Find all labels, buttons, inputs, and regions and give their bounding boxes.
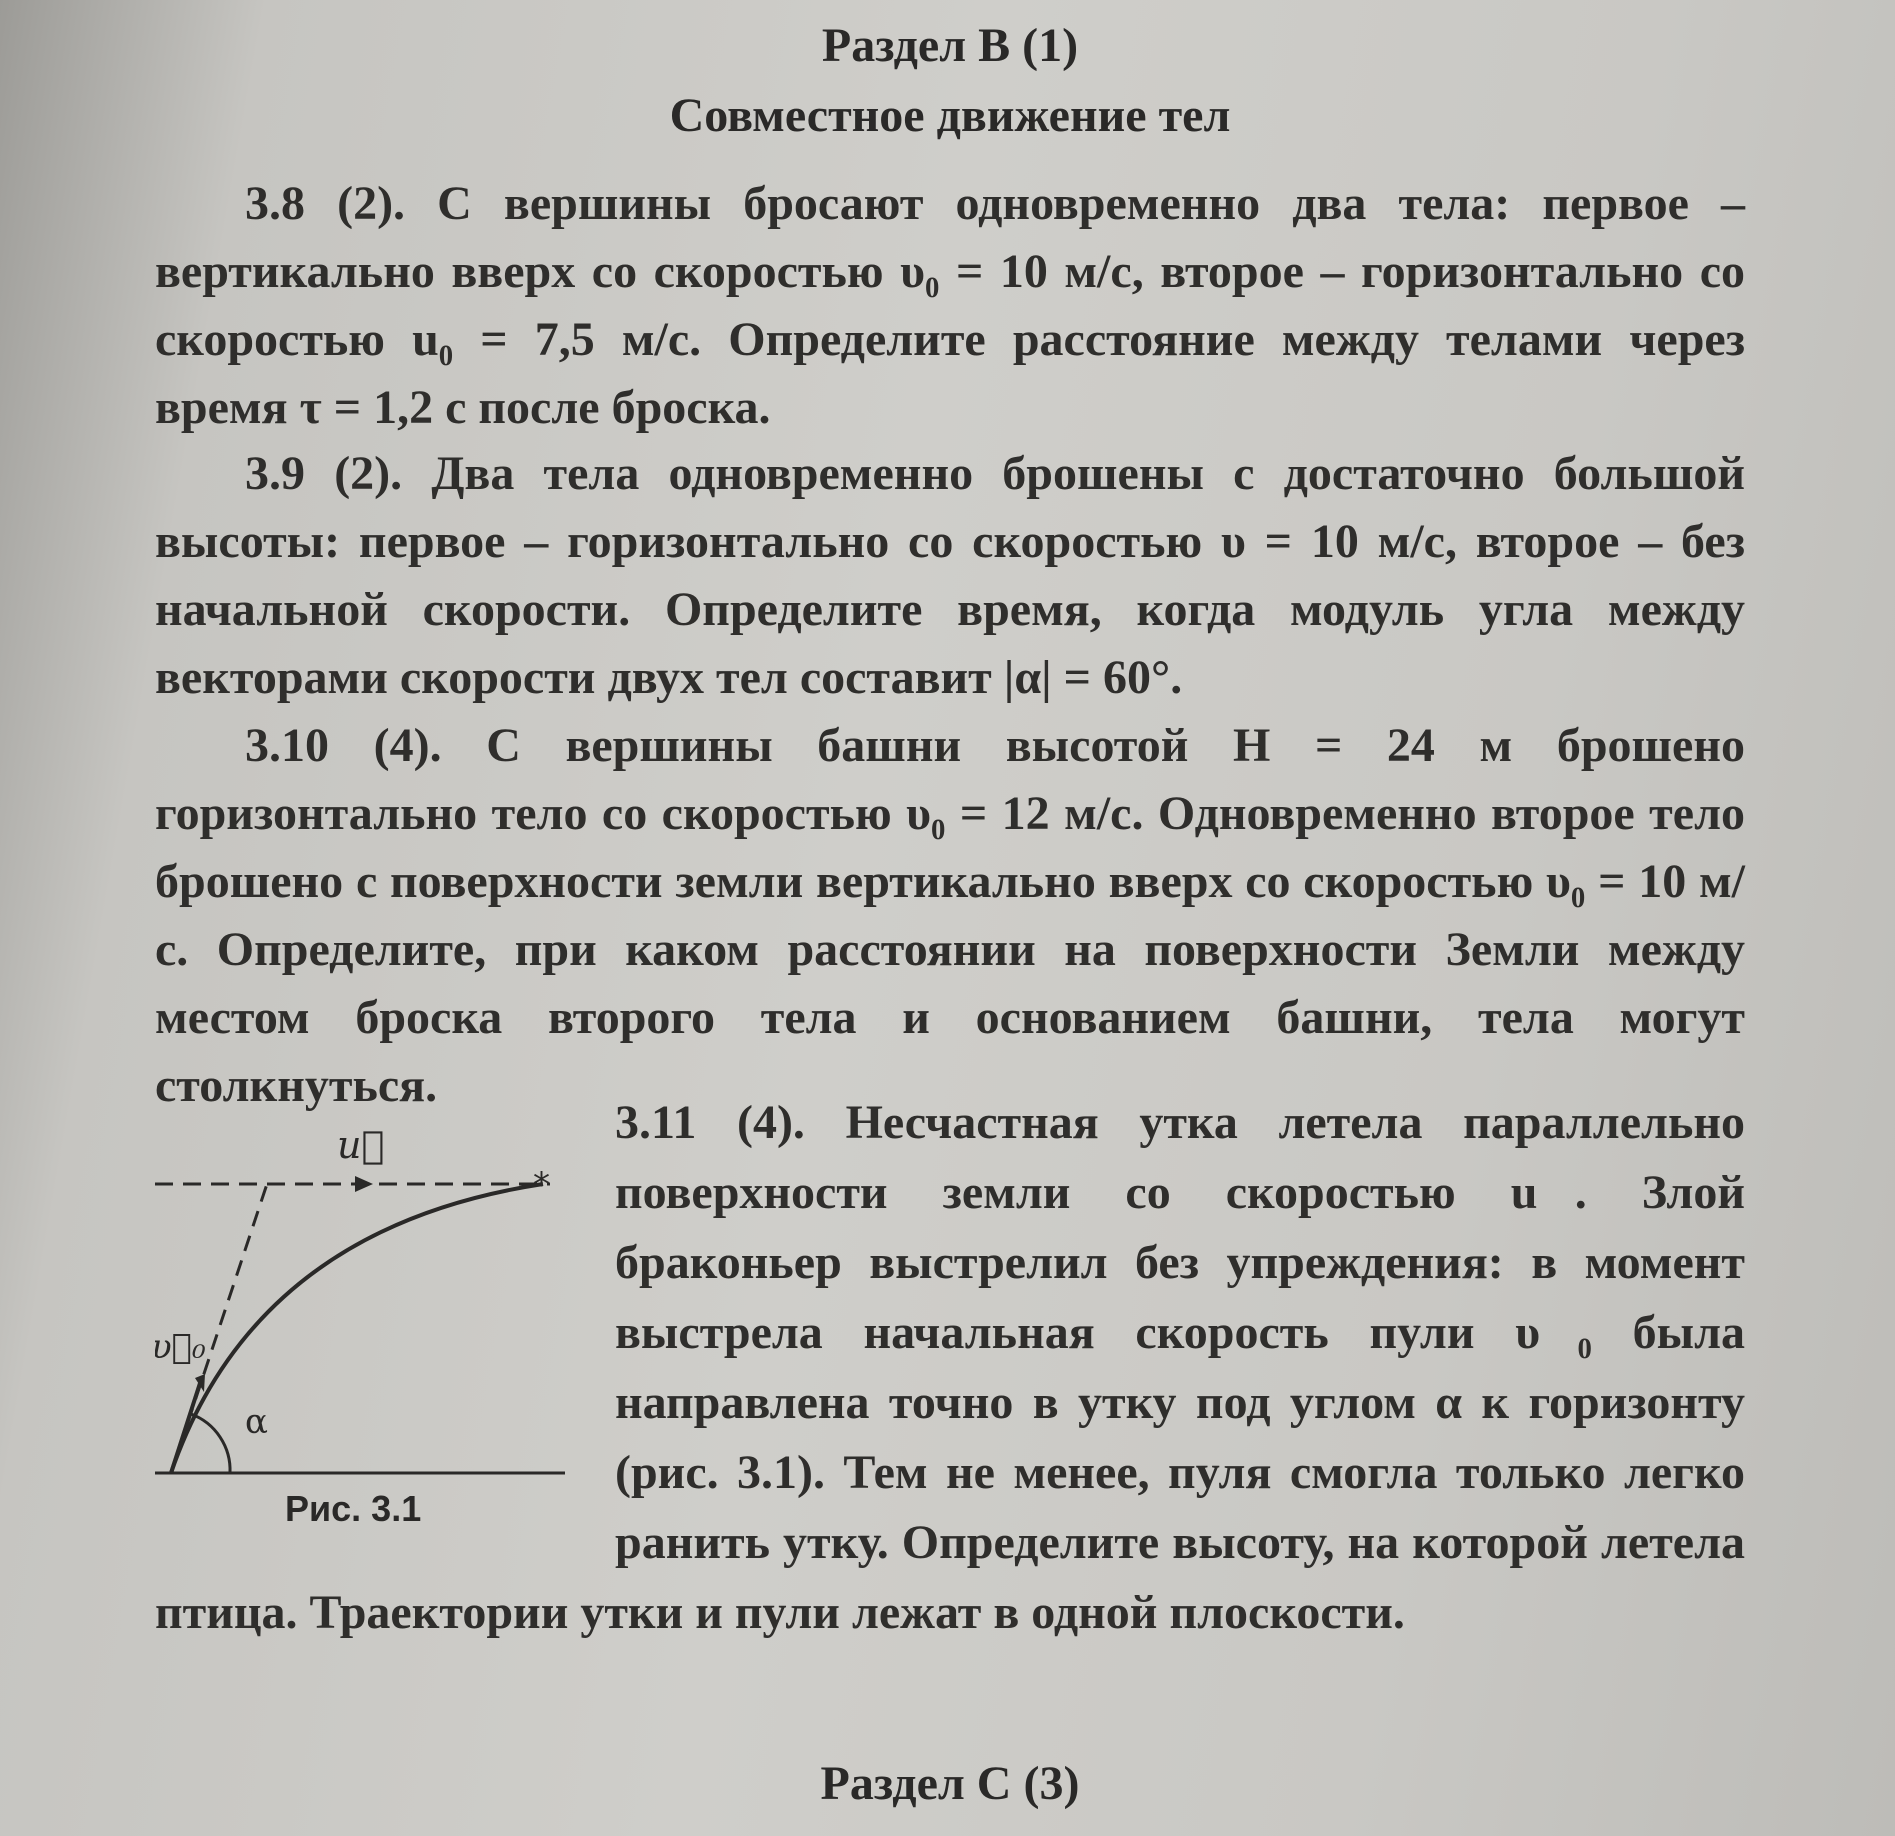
figure-caption: Рис. 3.1 xyxy=(285,1488,422,1529)
next-section-heading: Раздел С (3) xyxy=(820,1757,1080,1810)
problem-3-10 xyxy=(155,712,1745,1120)
bullet-trajectory xyxy=(171,1184,543,1473)
label-alpha: α xyxy=(245,1402,268,1442)
problem-number: 3.8 (2). xyxy=(245,177,406,230)
topic-heading: Совместное движение тел xyxy=(669,89,1231,142)
u-arrowhead xyxy=(355,1176,373,1192)
problem-number: 3.10 (4). xyxy=(245,719,442,772)
problem-3-8 xyxy=(155,170,1745,442)
problem-number: 3.11 (4). xyxy=(615,1096,805,1149)
problem-text: Несчастная утка летела параллельно поверхности земли со скоростью u⃗. Злой браконьер выстрелил без упреждения: в момент выстрела начальная скорость пули υ⃗₀ была направлена точно в утку под углом α к горизонту (рис. 3.1). Тем не менее, пуля смогла только легко ранить утку. Определите высоту, на которой летела птица. Траектории утки и пули лежат в одной плоскости. xyxy=(155,1096,1746,1639)
label-u: u⃗ xyxy=(337,1123,385,1167)
trajectory-diagram xyxy=(155,1088,585,1488)
problem-3-11 xyxy=(155,1088,1745,1648)
label-v0: υ⃗₀ xyxy=(155,1327,206,1367)
duck-marker-icon: * xyxy=(533,1165,550,1205)
problem-3-9 xyxy=(155,440,1745,712)
problem-number: 3.9 (2). xyxy=(245,447,403,500)
section-heading: Раздел В (1) xyxy=(821,19,1079,72)
problem-text: С вершины башни высотой H = 24 м брошено горизонтально тело со скоростью υ₀ = 12 м/с. Одновременно второе тело брошено с поверхности земли вертикально вверх со скоростью υ₀ = 10 м/с. Определите, при каком расстоянии на поверхности Земли между местом броска второго тела и основанием башни, тела могут столкнуться. xyxy=(155,719,1746,1112)
problem-text: С вершины бросают одновременно два тела: первое – вертикально вверх со скоростью υ₀ = 10 м/с, второе – горизонтально со скоростью u₀ = 7,5 м/с. Определите расстояние между телами через время τ = 1,2 с после броска. xyxy=(155,177,1746,434)
problem-text: Два тела одновременно брошены с достаточно большой высоты: первое – горизонтально со скоростью υ = 10 м/с, второе – без начальной скорости. Определите время, когда модуль угла между векторами скорости двух тел составит |α| = 60°. xyxy=(155,447,1746,704)
figure-3-1 xyxy=(155,1088,585,1528)
angle-arc xyxy=(191,1414,230,1473)
